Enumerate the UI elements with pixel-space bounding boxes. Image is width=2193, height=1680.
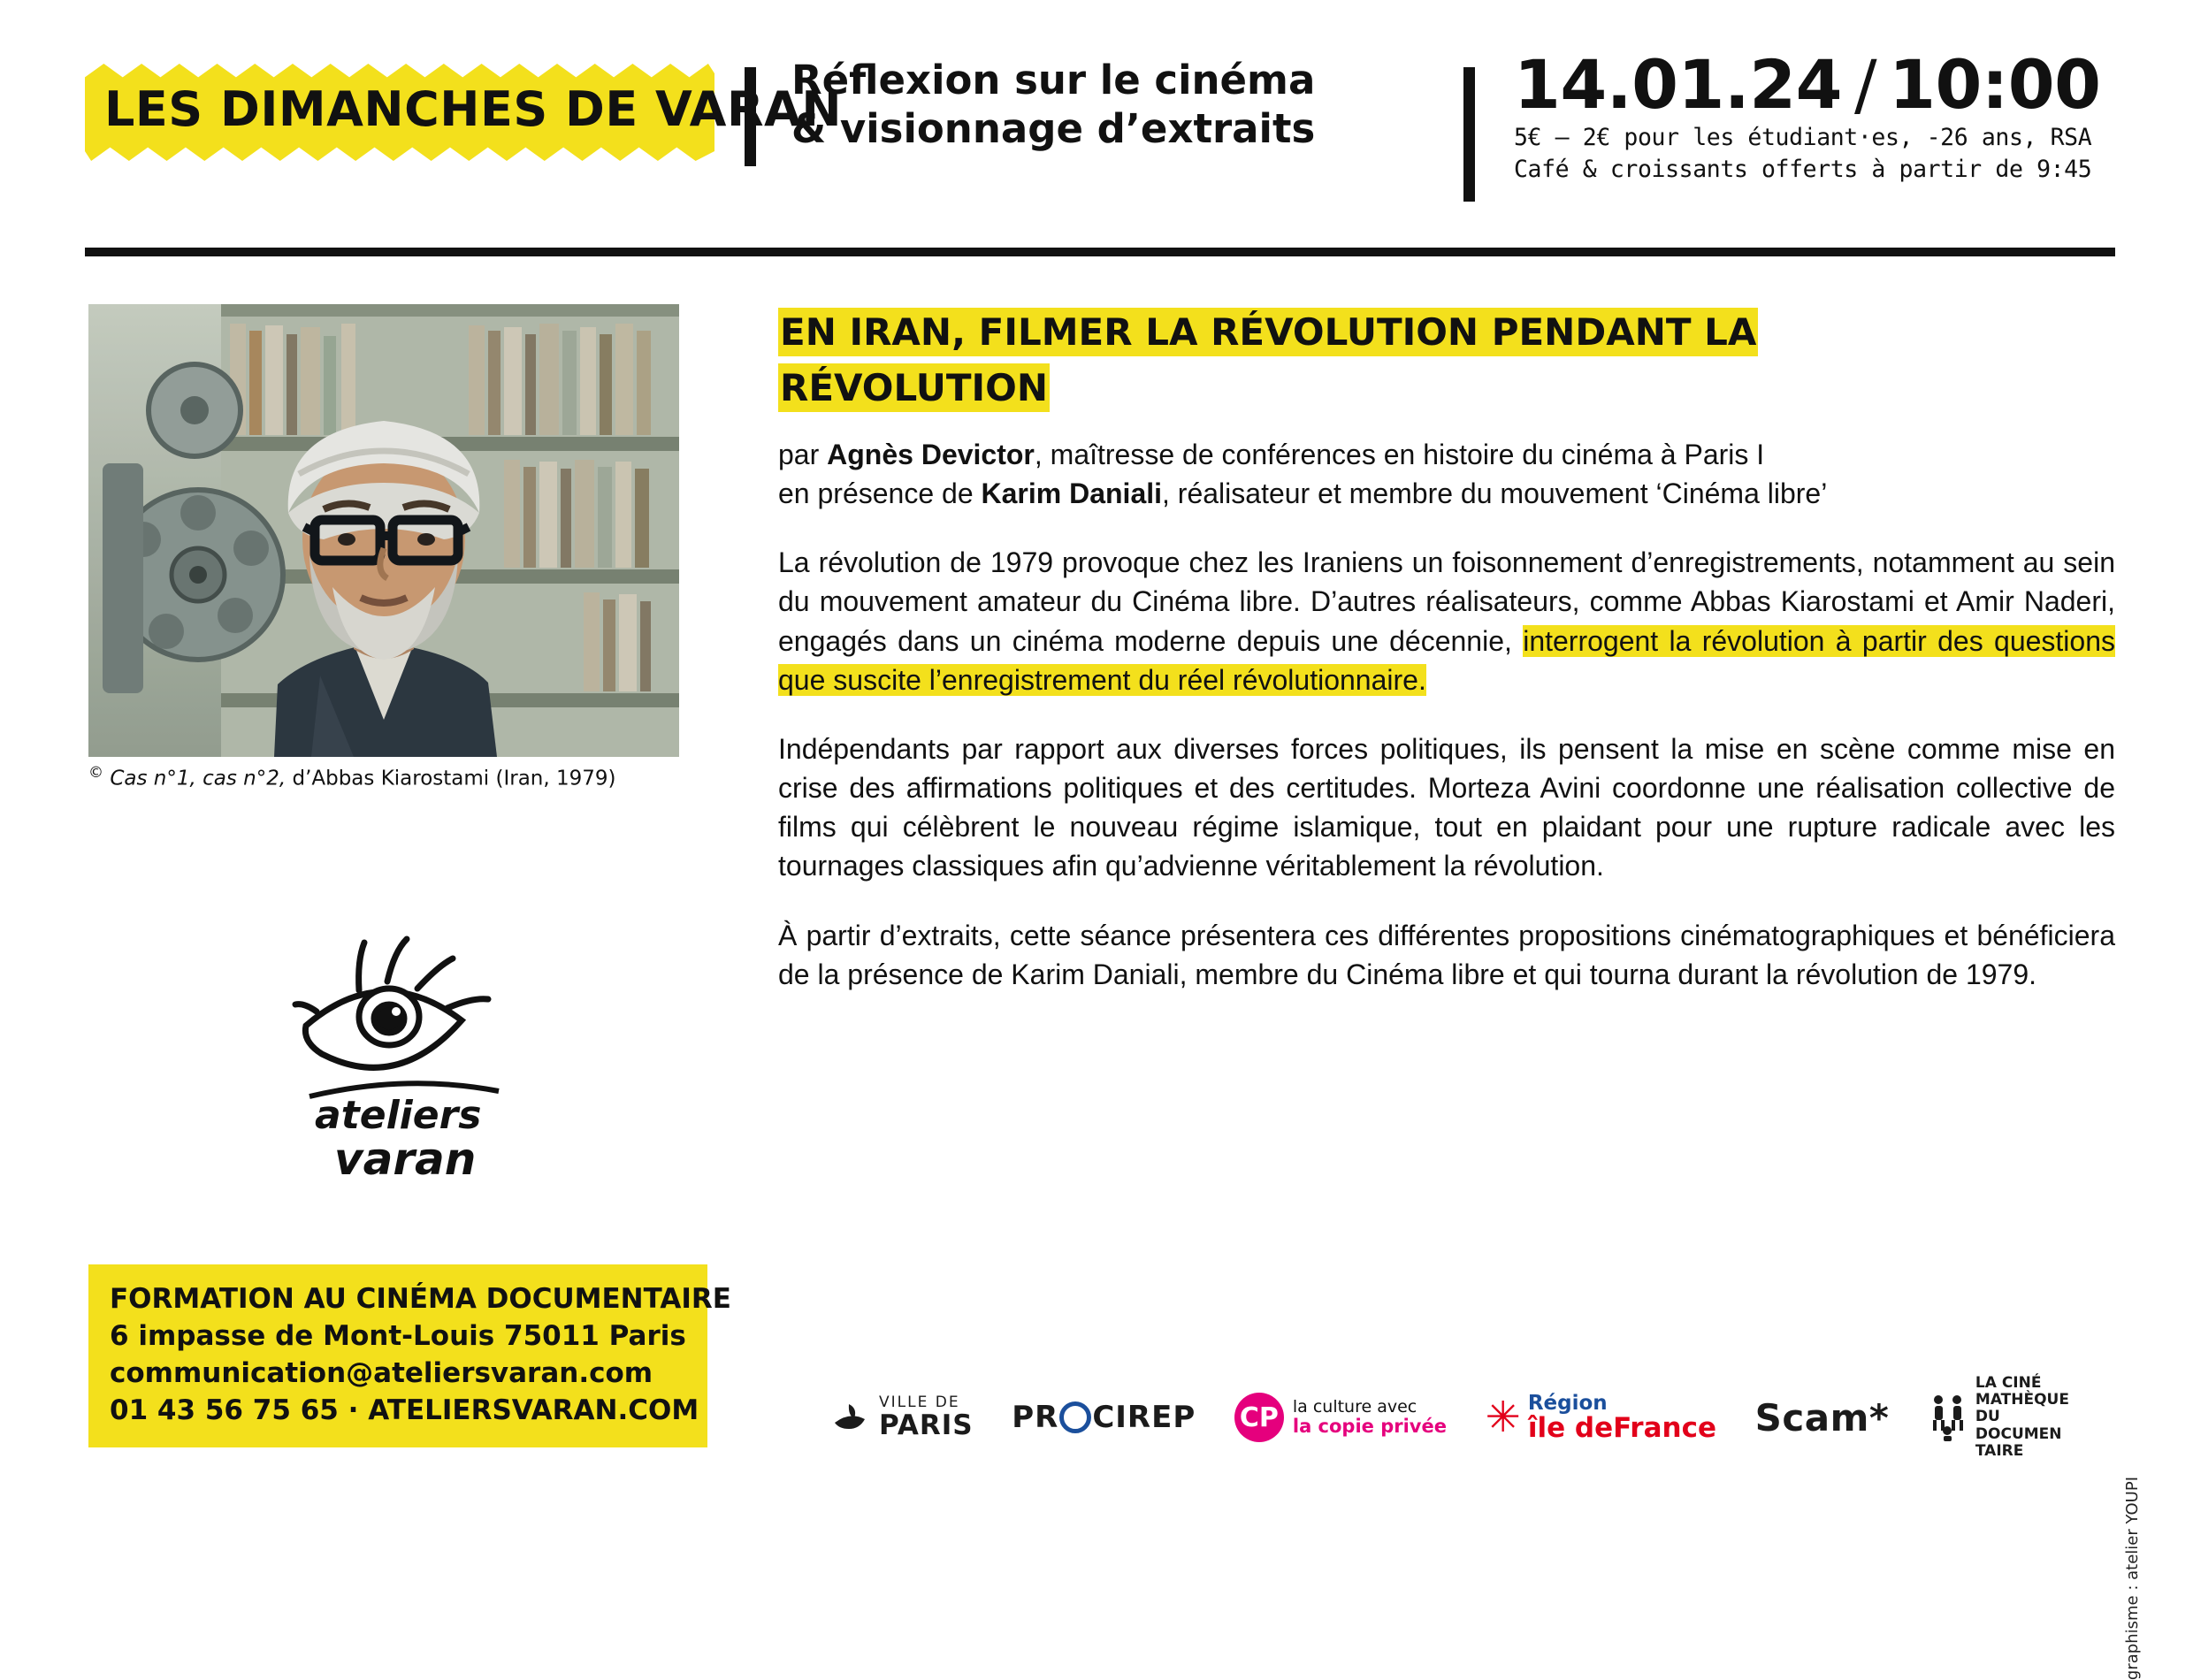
scam-text: Scam* — [1754, 1395, 1890, 1439]
copie-line-2: la copie privée — [1292, 1415, 1447, 1437]
photo-caption — [88, 764, 690, 790]
procirep-o-icon — [1059, 1401, 1091, 1433]
header-subtitle — [791, 57, 1428, 154]
event-date: 14.01.24 — [1514, 45, 1843, 124]
header-datetime — [1514, 45, 2101, 185]
cinematheque-line-4: DOCUMEN — [1975, 1424, 2062, 1443]
copie-line-1: la culture avec — [1292, 1397, 1417, 1417]
cinematheque-line-5: TAIRE — [1975, 1441, 2024, 1460]
price-info: 5€ — 2€ pour les étudiant·es, -26 ans, RSA — [1514, 124, 2092, 151]
coffee-info: Café & croissants offerts à partir de 9:45 — [1514, 155, 2092, 183]
ateliers-varan-logo — [283, 920, 531, 1203]
header-rule — [85, 248, 2115, 256]
paris-top-text: VILLE DE — [879, 1393, 960, 1411]
paris-boat-icon — [831, 1399, 868, 1436]
guest-role: , réalisateur et membre du mouvement ‘Cinéma libre’ — [1162, 477, 1828, 510]
logo-ville-de-paris — [831, 1395, 974, 1439]
design-credit: graphisme : atelier YOUPI — [2123, 1477, 2142, 1680]
cinematheque-text — [1975, 1375, 2069, 1459]
svg-text:varan: varan — [334, 1134, 477, 1185]
header-subtitle-line1: Réflexion sur le cinéma — [791, 57, 1316, 103]
brand-badge — [85, 51, 843, 166]
contact-phone-website[interactable]: 01 43 56 75 65 · ATELIERSVARAN.COM — [110, 1394, 699, 1427]
speaker-name: Agnès Devictor — [827, 439, 1035, 470]
event-time: 10:00 — [1889, 45, 2101, 124]
header — [85, 45, 2110, 219]
contact-line-1: FORMATION AU CINÉMA DOCUMENTAIRE — [110, 1283, 731, 1315]
cinematheque-line-2: MATHÈQUE — [1975, 1391, 2069, 1409]
partner-logos — [831, 1369, 2069, 1466]
paragraph-1-highlight: interrogent la révolution à partir des questions que suscite l’enregistrement du réel révolutionnaire. — [778, 624, 2116, 696]
copie-privee-mark: CP — [1234, 1393, 1284, 1442]
idf-line-1: Région — [1527, 1391, 1608, 1415]
copie-privee-text — [1293, 1399, 1447, 1436]
page-title-line2: RÉVOLUTION — [778, 363, 1050, 412]
procirep-part-a: PR — [1012, 1400, 1059, 1435]
paragraph-1 — [778, 543, 2115, 699]
header-divider-2 — [1463, 67, 1475, 202]
idf-star-icon: ✳ — [1485, 1393, 1521, 1442]
walking-figures-icon — [1928, 1394, 1968, 1441]
paragraph-2: Indépendants par rapport aux diverses forces politiques, ils pensent la mise en scène comme mise en crise des affirmations politiques et des certitudes. Morteza Avini coordonne une réalisation collective de films qui célèbrent le nouveau régime islamique, tout en plaidant pour une rupture radicale avec les tournages classiques afin qu’advienne véritablement la révolution. — [778, 732, 2115, 882]
speaker-role: , maîtresse de conférences en histoire du cinéma à Paris I — [1034, 439, 1765, 470]
byline — [778, 435, 2115, 513]
copyright-symbol: © — [88, 764, 103, 782]
byline-prefix: par — [778, 439, 828, 470]
contact-address: 6 impasse de Mont-Louis 75011 Paris — [110, 1320, 686, 1353]
logo-cinematheque-documentaire — [1928, 1375, 2069, 1459]
guest-name: Karim Daniali — [981, 477, 1163, 510]
logo-region-idf — [1486, 1393, 1716, 1443]
eye-icon — [283, 920, 531, 1203]
procirep-part-b: CIREP — [1092, 1400, 1196, 1435]
idf-text — [1528, 1393, 1716, 1443]
logo-copie-privee — [1234, 1393, 1447, 1442]
paragraph-1-text: La révolution de 1979 provoque chez les Iraniens un foisonnement d’enregistrements, notamment au sein du mouvement amateur du Cinéma libre. D’autres réalisateurs, comme Abbas Kiarostami et Amir Naderi, engagés dans un cinéma moderne depuis une décennie, — [778, 546, 2115, 657]
event-photo — [88, 304, 679, 757]
guest-prefix: en présence de — [778, 477, 982, 510]
idf-line-2: île deFrance — [1527, 1411, 1716, 1444]
paris-bottom-text: PARIS — [879, 1409, 974, 1441]
contact-email[interactable]: communication@ateliersvaran.com — [110, 1357, 653, 1390]
date-time-separator: / — [1854, 45, 1877, 124]
photo-caption-credit: d’Abbas Kiarostami (Iran, 1979) — [286, 767, 616, 790]
cinematheque-line-3: DU — [1975, 1408, 2000, 1426]
contact-box — [88, 1264, 731, 1447]
photo-illustration — [88, 304, 679, 757]
svg-text:ateliers: ateliers — [315, 1093, 482, 1138]
paris-text — [879, 1395, 974, 1439]
paragraph-3: À partir d’extraits, cette séance présentera ces différentes propositions cinématographiques et bénéficiera de la présence de Karim Daniali, membre du Cinéma libre et qui tourna durant la révolution de 1979. — [778, 919, 2115, 990]
date-time-row — [1514, 45, 2101, 124]
photo-caption-title: Cas n°1, cas n°2, — [110, 767, 287, 790]
page-title — [778, 304, 2115, 416]
header-subtitle-line2: & visionnage d’extraits — [791, 104, 1316, 152]
brand-title: LES DIMANCHES DE VARAN — [104, 80, 843, 137]
page-title-line1: EN IRAN, FILMER LA RÉVOLUTION PENDANT LA — [778, 308, 1758, 356]
logo-procirep — [1012, 1400, 1196, 1435]
main-content — [778, 304, 2115, 994]
cinematheque-line-1: LA CINÉ — [1975, 1374, 2042, 1393]
logo-scam — [1755, 1396, 1890, 1439]
